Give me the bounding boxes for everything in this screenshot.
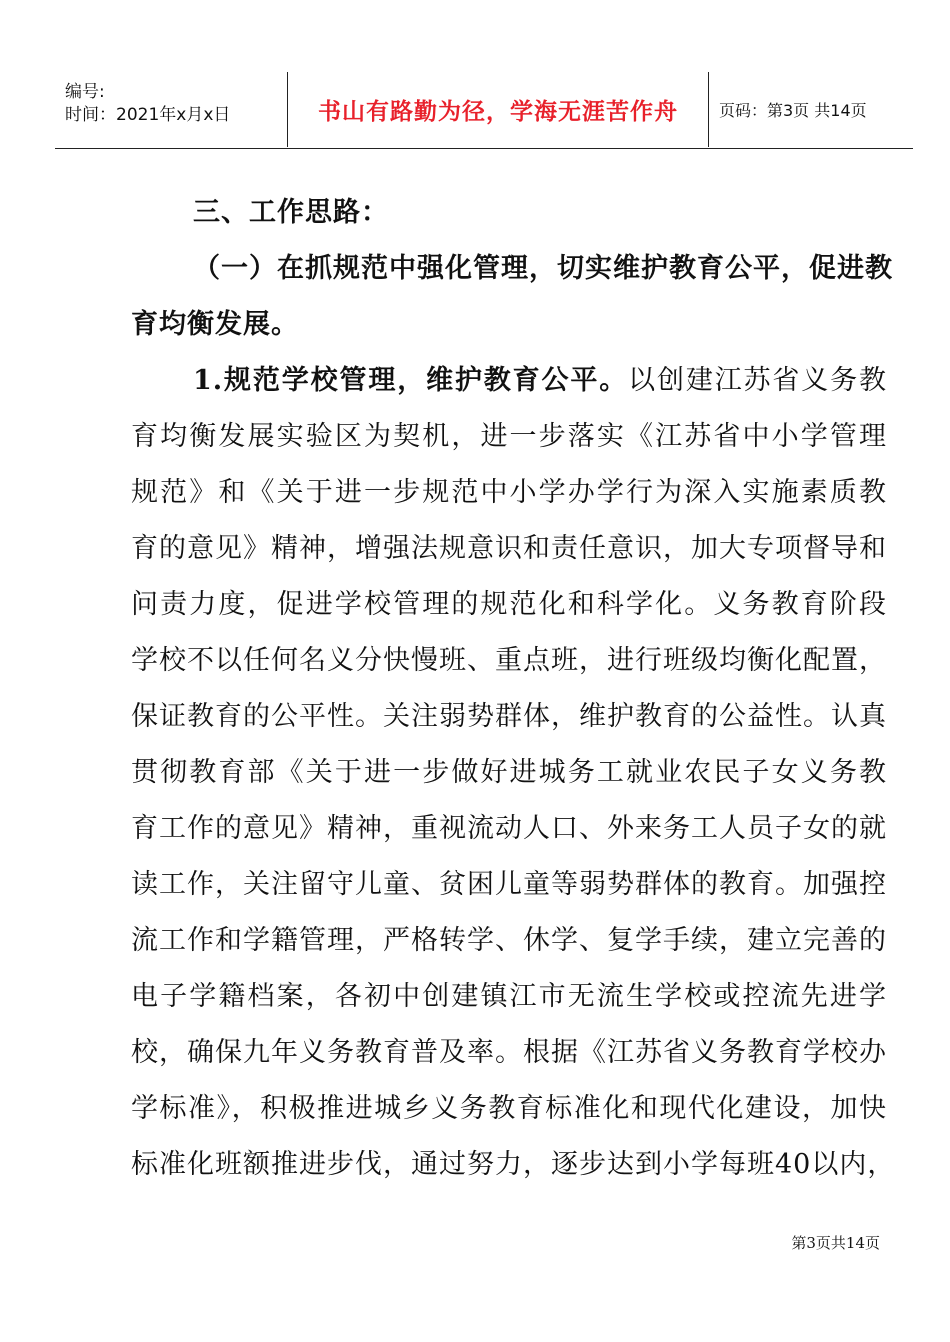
subsection-title-line-2: 育均衡发展。 — [131, 309, 299, 340]
header-time: 时间：2021年x月x日 — [65, 105, 231, 125]
page-footer: 第3页共14页 — [791, 1234, 880, 1252]
document-header — [55, 72, 913, 149]
header-page-info: 页码：第3页 共14页 — [719, 101, 867, 120]
paragraph-line: 学校不以任何名义分快慢班、重点班，进行班级均衡化配置， — [131, 645, 887, 676]
paragraph-lead: 1.规范学校管理，维护教育公平。 — [193, 365, 629, 396]
paragraph-lead-rest: 以创建江苏省义务教 — [628, 365, 888, 396]
paragraph-line: 流工作和学籍管理，严格转学、休学、复学手续，建立完善的 — [131, 925, 887, 956]
paragraph-first-line — [131, 353, 887, 409]
paragraph-line: 读工作，关注留守儿童、贫困儿童等弱势群体的教育。加强控 — [131, 869, 887, 900]
paragraph-line: 育均衡发展实验区为契机，进一步落实《江苏省中小学管理 — [131, 421, 887, 452]
paragraph-line: 保证教育的公平性。关注弱势群体，维护教育的公益性。认真 — [131, 701, 887, 732]
header-motto: 书山有路勤为径，学海无涯苦作舟 — [318, 99, 678, 125]
section-title: 三、工作思路： — [193, 197, 389, 228]
paragraph-line: 学标准》，积极推进城乡义务教育标准化和现代化建设，加快 — [131, 1093, 887, 1124]
paragraph-line: 规范》和《关于进一步规范中小学办学行为深入实施素质教 — [131, 477, 887, 508]
paragraph-line: 育的意见》精神，增强法规意识和责任意识，加大专项督导和 — [131, 533, 887, 564]
paragraph-line: 问责力度，促进学校管理的规范化和科学化。义务教育阶段 — [131, 589, 887, 620]
header-number: 编号: — [65, 82, 105, 102]
paragraph-line: 校，确保九年义务教育普及率。根据《江苏省义务教育学校办 — [131, 1037, 887, 1068]
paragraph-line: 育工作的意见》精神，重视流动人口、外来务工人员子女的就 — [131, 813, 887, 844]
header-motto-cell — [287, 72, 709, 147]
paragraph-line: 标准化班额推进步伐，通过努力，逐步达到小学每班40以内， — [131, 1149, 896, 1180]
paragraph-line: 贯彻教育部《关于进一步做好进城务工就业农民子女义务教 — [131, 757, 887, 788]
subsection-title-line-1: （一）在抓规范中强化管理，切实维护教育公平，促进教 — [193, 253, 893, 284]
header-meta — [55, 72, 287, 147]
paragraph-line: 电子学籍档案，各初中创建镇江市无流生学校或控流先进学 — [131, 981, 887, 1012]
document-body — [131, 185, 896, 1193]
